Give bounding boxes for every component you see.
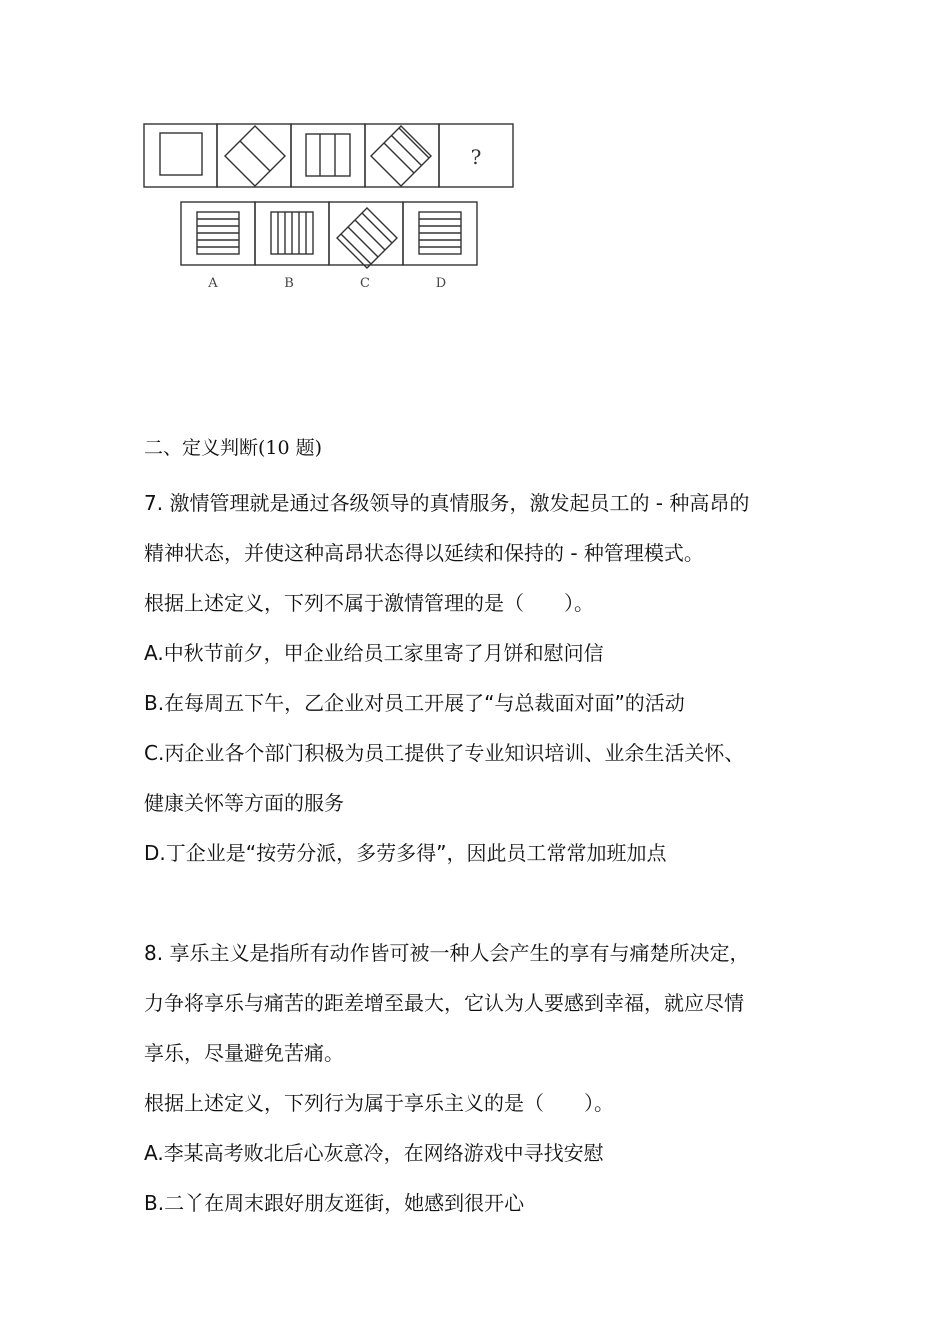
sequence-cell-4	[365, 124, 439, 187]
q7-option-c-line-2: 健康关怀等方面的服务	[144, 791, 344, 815]
q8-prompt: 根据上述定义，下列行为属于享乐主义的是（ ）。	[144, 1091, 614, 1115]
option-label-a: A	[208, 276, 218, 291]
document-content	[144, 428, 824, 1228]
diamond-lines-shape	[371, 126, 431, 186]
q8-option-b: B.二丫在周末跟好朋友逛街，她感到很开心	[144, 1191, 525, 1215]
figure-reasoning-puzzle	[143, 122, 518, 297]
question-spacer	[144, 878, 824, 928]
q7-stem-line-2: 精神状态，并使这种高昂状态得以延续和保持的 - 种管理模式。	[144, 541, 704, 565]
q7-option-c-line-1: C.丙企业各个部门积极为员工提供了专业知识培训、业余生活关怀、	[144, 741, 745, 765]
q8-stem-line-2: 力争将享乐与痛苦的距差增至最大，它认为人要感到幸福，就应尽情	[144, 991, 744, 1015]
q8-option-a: A.李某高考败北后心灰意冷，在网络游戏中寻找安慰	[144, 1141, 604, 1165]
q8-stem-line-3: 享乐，尽量避免苦痛。	[144, 1041, 344, 1065]
q7-option-a: A.中秋节前夕，甲企业给员工家里寄了月饼和慰问信	[144, 641, 604, 665]
question-mark: ?	[470, 145, 482, 169]
section-title: 二、定义判断(10 题)	[144, 437, 323, 459]
q8-stem-line-1: 8. 享乐主义是指所有动作皆可被一种人会产生的享有与痛楚所决定，	[144, 941, 750, 965]
q7-stem-line-1: 7. 激情管理就是通过各级领导的真情服务，激发起员工的 - 种高昂的	[144, 491, 750, 515]
square-lines-shape	[306, 134, 350, 176]
question-8	[144, 928, 824, 1228]
q7-option-b: B.在每周五下午，乙企业对员工开展了“与总裁面对面”的活动	[144, 691, 685, 715]
options-row	[181, 180, 477, 282]
option-label-d: D	[435, 276, 447, 291]
question-7	[144, 478, 824, 878]
option-label-c: C	[360, 276, 370, 291]
q7-prompt: 根据上述定义，下列不属于激情管理的是（ ）。	[144, 591, 594, 615]
sequence-row	[144, 124, 513, 187]
q7-option-d: D.丁企业是“按劳分派，多劳多得”，因此员工常常加班加点	[144, 841, 667, 865]
puzzle-figure	[143, 122, 518, 297]
square-shape	[160, 133, 202, 175]
option-label-b: B	[284, 276, 294, 291]
